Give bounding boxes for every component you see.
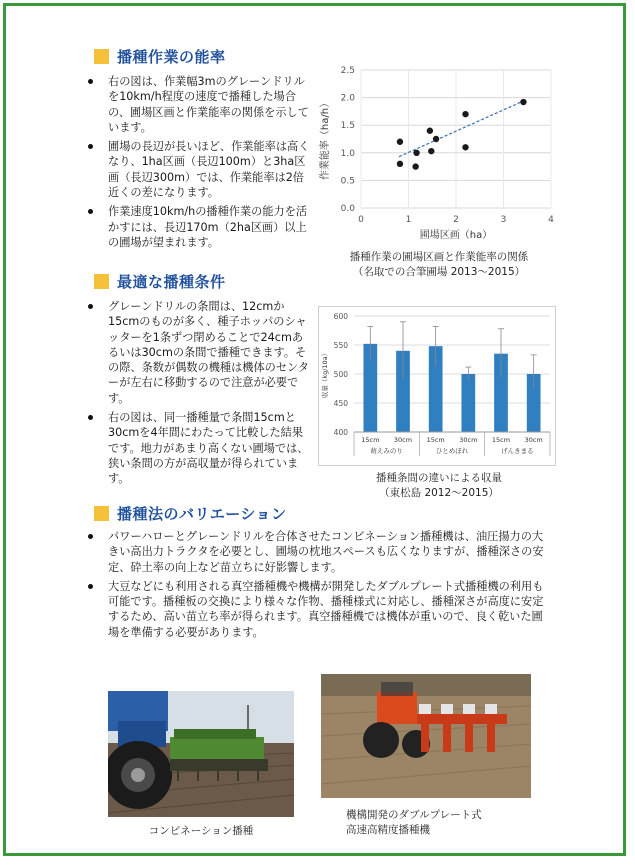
bullet-item: パワーハローとグレーンドリルを合体させたコンビネーション播種機は、油圧揚力の大きい高出力トラクタを必要とし、圃場の枕地スペースも広くなりますが、播種深さの安定、砕土率の向上など苗立ちに好影響します。 bbox=[86, 529, 546, 575]
trend-line bbox=[399, 100, 525, 156]
heading-marker-icon bbox=[94, 274, 109, 289]
double-plate-seeder-photo bbox=[321, 674, 531, 798]
photo-right-caption-line1: 機構開発のダブルプレート式 bbox=[346, 809, 482, 821]
bar-chart bbox=[318, 306, 556, 466]
figure1-caption bbox=[324, 250, 554, 280]
bullet-item: 右の図は、同一播種量で条間15cmと30cmを4年間にわたって比較した結果です。地力があまり高くない圃場では、狭い条間の方が高収量が得られています。 bbox=[86, 410, 314, 486]
y-tick-label: 400 bbox=[333, 428, 348, 437]
section-heading-efficiency bbox=[94, 46, 226, 67]
x-tick-label: 4 bbox=[548, 215, 554, 225]
y-tick-label: 500 bbox=[333, 370, 348, 379]
section-title: 播種作業の能率 bbox=[117, 48, 226, 66]
combination-seeder-photo bbox=[108, 691, 294, 817]
category-label: 30cm bbox=[524, 436, 543, 444]
category-label: 30cm bbox=[393, 436, 413, 444]
figure1-caption-line1: 播種作業の圃場区画と作業能率の関係 bbox=[349, 251, 529, 263]
group-label: ひとめぼれ bbox=[435, 447, 469, 455]
photo-right-caption bbox=[346, 808, 526, 838]
data-point bbox=[427, 128, 433, 134]
category-label: 30cm bbox=[459, 436, 478, 444]
section-title: 最適な播種条件 bbox=[117, 273, 226, 291]
data-point bbox=[412, 163, 418, 169]
y-tick-label: 0.5 bbox=[340, 176, 355, 187]
bullet-list-efficiency bbox=[86, 74, 314, 254]
data-point bbox=[433, 136, 439, 142]
data-point bbox=[397, 139, 403, 145]
category-label: 15cm bbox=[426, 436, 445, 444]
section-title: 播種法のバリエーション bbox=[117, 505, 287, 523]
y-axis-label: 収量（kg/10a） bbox=[321, 349, 329, 399]
double-plate-seeder-image bbox=[321, 674, 531, 798]
bullet-item: 作業速度10km/hの播種作業の能力を活かすには、長辺170m（2ha区画）以上の圃場が望まれます。 bbox=[86, 204, 314, 250]
bullet-item: 圃場の長辺が長いほど、作業能率は高くなり、1ha区画（長辺100m）と3ha区画（長辺300m）では、作業能率は2倍近くの差になります。 bbox=[86, 139, 314, 200]
heading-marker-icon bbox=[94, 49, 109, 64]
figure2-caption bbox=[324, 471, 554, 501]
data-point bbox=[413, 150, 419, 156]
bullet-list-variations bbox=[86, 529, 546, 644]
bullet-list-conditions bbox=[86, 299, 314, 491]
bar bbox=[461, 374, 475, 432]
bullet-item: グレーンドリルの条間は、12cmか15cmのものが多く、種子ホッパのシャッターを1条ずつ閉めることで24cmあるいは30cmの条間で播種できます。その際、条数が偶数の機種は機体のセンターが左右に移動するので注意が必要です。 bbox=[86, 299, 314, 406]
x-tick-label: 1 bbox=[405, 215, 412, 225]
photo-left-caption: コンビネーション播種 bbox=[148, 825, 254, 837]
x-tick-label: 2 bbox=[453, 215, 459, 225]
bullet-item: 右の図は、作業幅3mのグレーンドリルを10km/h程度の速度で播種した場合の、圃場区画と作業能率の関係を示しています。 bbox=[86, 74, 314, 135]
section-heading-conditions bbox=[94, 271, 226, 292]
data-point bbox=[428, 148, 434, 154]
bullet-item: 大豆などにも利用される真空播種機や機構が開発したダブルプレート式播種機の利用も可能です。播種板の交換により様々な作物、播種様式に対応し、播種深さが高度に安定するため、高い苗立ち率が得られます。真空播種機では機体が重いので、良く乾いた圃場を準備する必要があります。 bbox=[86, 579, 546, 640]
photo-right-caption-line2: 高速高精度播種機 bbox=[346, 824, 430, 836]
category-label: 15cm bbox=[361, 436, 380, 444]
group-label: げんきまる bbox=[501, 447, 534, 455]
y-tick-label: 450 bbox=[333, 399, 348, 408]
y-tick-label: 2.5 bbox=[340, 66, 355, 76]
scatter-chart bbox=[306, 58, 566, 250]
y-tick-label: 600 bbox=[333, 312, 348, 321]
figure1-caption-line2: （名取での合筆圃場 2013～2015） bbox=[352, 266, 526, 278]
x-tick-label: 0 bbox=[358, 215, 364, 225]
data-point bbox=[397, 161, 403, 167]
y-tick-label: 1.0 bbox=[340, 148, 355, 159]
data-point bbox=[520, 99, 526, 105]
heading-marker-icon bbox=[94, 506, 109, 521]
section-heading-variations bbox=[94, 503, 287, 524]
group-label: 萌えみのり bbox=[370, 447, 403, 455]
data-point bbox=[462, 144, 468, 150]
page bbox=[3, 3, 626, 856]
y-tick-label: 1.5 bbox=[340, 121, 355, 132]
combination-seeder-image bbox=[108, 691, 294, 817]
x-axis-label: 圃場区画（ha） bbox=[419, 230, 493, 241]
y-tick-label: 2.0 bbox=[340, 93, 355, 104]
y-tick-label: 550 bbox=[333, 341, 348, 350]
data-point bbox=[462, 111, 468, 117]
y-tick-label: 0.0 bbox=[340, 204, 355, 214]
category-label: 15cm bbox=[491, 436, 511, 444]
x-tick-label: 3 bbox=[500, 215, 507, 225]
figure2-caption-line1: 播種条間の違いによる収量 bbox=[376, 472, 502, 484]
figure2-caption-line2: （東松島 2012～2015） bbox=[379, 487, 499, 499]
y-axis-label: 作業能率（ha/h） bbox=[320, 97, 331, 181]
